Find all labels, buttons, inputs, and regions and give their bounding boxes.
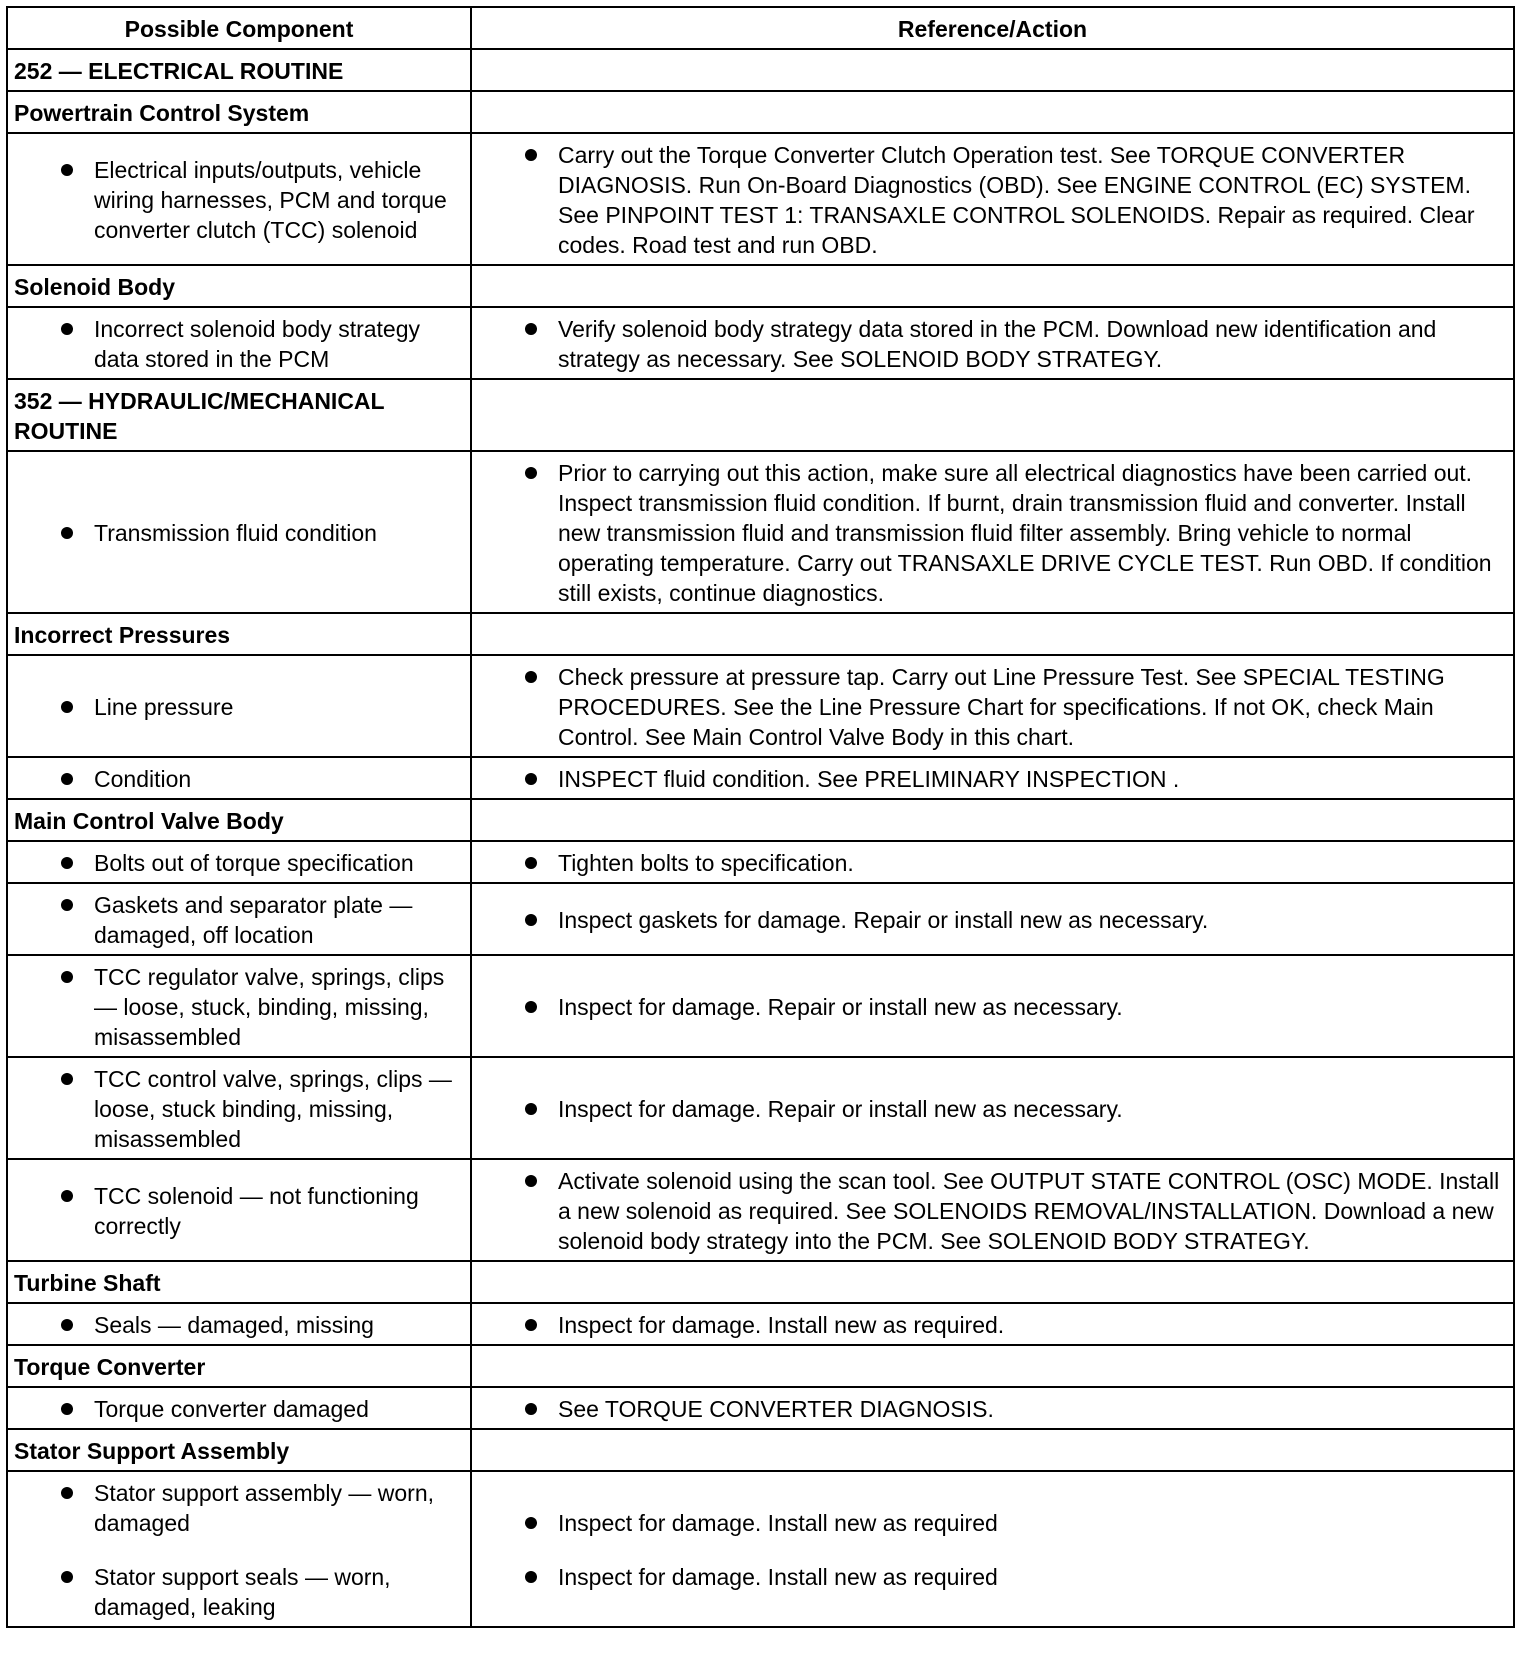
action-item-text: Check pressure at pressure tap. Carry out Line Pressure Test. See SPECIAL TESTING PROCEDURES. See the Line Pressure Chart for specifications. If not OK, check Main Control. See Main Control Valve Body in this chart. — [558, 664, 1445, 750]
table-row — [7, 1303, 1514, 1345]
action-item-text: Tighten bolts to specification. — [558, 850, 854, 876]
section-empty-cell — [471, 613, 1514, 655]
action-cell — [471, 1471, 1514, 1627]
table-row — [7, 655, 1514, 757]
component-item — [14, 848, 464, 878]
bullet-icon — [61, 1571, 73, 1583]
component-item — [14, 314, 464, 374]
action-item-text: Inspect for damage. Install new as required — [558, 1564, 998, 1590]
diagnosis-table — [6, 6, 1515, 1628]
component-item-text: Line pressure — [94, 694, 234, 720]
section-label: 352 — HYDRAULIC/MECHANICAL ROUTINE — [7, 379, 471, 451]
table-row — [7, 1471, 1514, 1627]
bullet-icon — [61, 1403, 73, 1415]
component-item-text: Seals — damaged, missing — [94, 1312, 374, 1338]
component-item-text: Gaskets and separator plate — damaged, off location — [94, 892, 413, 948]
table-row — [7, 841, 1514, 883]
bullet-icon — [61, 164, 73, 176]
section-empty-cell — [471, 1429, 1514, 1471]
component-item-text: TCC regulator valve, springs, clips — loose, stuck, binding, missing, misassembled — [94, 964, 445, 1050]
action-cell — [471, 655, 1514, 757]
section-empty-cell — [471, 379, 1514, 451]
bullet-icon — [61, 773, 73, 785]
bullet-icon — [61, 899, 73, 911]
action-item — [478, 848, 1507, 878]
action-cell — [471, 1057, 1514, 1159]
component-cell — [7, 133, 471, 265]
component-cell — [7, 883, 471, 955]
component-cell — [7, 955, 471, 1057]
header-possible-component: Possible Component — [7, 7, 471, 49]
bullet-icon — [61, 1319, 73, 1331]
component-item — [14, 1562, 464, 1622]
table-row — [7, 1387, 1514, 1429]
component-item — [14, 890, 464, 950]
action-item-text: Inspect gaskets for damage. Repair or install new as necessary. — [558, 907, 1209, 933]
action-item-text: Inspect for damage. Install new as required. — [558, 1312, 1005, 1338]
component-cell — [7, 655, 471, 757]
component-item — [14, 1394, 464, 1424]
header-reference-action: Reference/Action — [471, 7, 1514, 49]
header-row — [7, 7, 1514, 49]
bullet-icon — [61, 1190, 73, 1202]
component-cell — [7, 1057, 471, 1159]
component-item-text: Condition — [94, 766, 192, 792]
component-item — [14, 1064, 464, 1154]
bullet-icon — [61, 701, 73, 713]
bullet-icon — [61, 527, 73, 539]
component-item-text: Incorrect solenoid body strategy data stored in the PCM — [94, 316, 421, 372]
component-item — [14, 1310, 464, 1340]
component-cell — [7, 757, 471, 799]
section-label: Turbine Shaft — [7, 1261, 471, 1303]
component-cell — [7, 1159, 471, 1261]
component-cell — [7, 451, 471, 613]
action-cell — [471, 307, 1514, 379]
section-row — [7, 49, 1514, 91]
section-empty-cell — [471, 91, 1514, 133]
action-cell — [471, 451, 1514, 613]
component-item-text: TCC solenoid — not functioning correctly — [94, 1183, 419, 1239]
component-cell — [7, 841, 471, 883]
action-item-text: Prior to carrying out this action, make sure all electrical diagnostics have been carried out. Inspect transmission fluid condition. If burnt, drain transmission fluid and converter. Install new transmission fluid and transmission fluid filter assembly. Bring vehicle to normal operating temperature. Carry out TRANSAXLE DRIVE CYCLE TEST. Run OBD. If condition still exists, continue diagnostics. — [558, 460, 1492, 606]
component-item-text: Torque converter damaged — [94, 1396, 369, 1422]
action-cell — [471, 1303, 1514, 1345]
action-item — [478, 1562, 1507, 1592]
section-empty-cell — [471, 49, 1514, 91]
bullet-icon — [525, 1517, 537, 1529]
component-item-text: TCC control valve, springs, clips — loose, stuck binding, missing, misassembled — [94, 1066, 452, 1152]
action-cell — [471, 133, 1514, 265]
table-row — [7, 451, 1514, 613]
bullet-icon — [525, 1001, 537, 1013]
action-item — [478, 764, 1507, 794]
component-cell — [7, 1471, 471, 1627]
bullet-icon — [525, 914, 537, 926]
action-item — [478, 1094, 1507, 1124]
action-item-text: Verify solenoid body strategy data stored in the PCM. Download new identification and strategy as necessary. See SOLENOID BODY STRATEGY. — [558, 316, 1437, 372]
section-row — [7, 1261, 1514, 1303]
action-item — [478, 314, 1507, 374]
action-item — [478, 1394, 1507, 1424]
bullet-icon — [525, 467, 537, 479]
component-cell — [7, 1387, 471, 1429]
section-row — [7, 91, 1514, 133]
table-row — [7, 955, 1514, 1057]
section-label: Stator Support Assembly — [7, 1429, 471, 1471]
bullet-icon — [61, 857, 73, 869]
component-item-text: Transmission fluid condition — [94, 520, 377, 546]
bullet-icon — [525, 773, 537, 785]
bullet-icon — [61, 971, 73, 983]
section-empty-cell — [471, 1345, 1514, 1387]
action-item-text: See TORQUE CONVERTER DIAGNOSIS. — [558, 1396, 994, 1422]
section-empty-cell — [471, 265, 1514, 307]
bullet-icon — [525, 323, 537, 335]
table-body — [7, 49, 1514, 1627]
bullet-icon — [525, 149, 537, 161]
action-item — [478, 458, 1507, 608]
bullet-icon — [525, 1403, 537, 1415]
action-item — [478, 1166, 1507, 1256]
section-empty-cell — [471, 799, 1514, 841]
action-cell — [471, 1387, 1514, 1429]
action-item — [478, 905, 1507, 935]
section-label: 252 — ELECTRICAL ROUTINE — [7, 49, 471, 91]
bullet-icon — [525, 1103, 537, 1115]
bullet-icon — [525, 1571, 537, 1583]
section-row — [7, 613, 1514, 655]
section-row — [7, 799, 1514, 841]
action-item-text: Inspect for damage. Repair or install new as necessary. — [558, 1096, 1123, 1122]
action-item — [478, 1310, 1507, 1340]
component-item — [14, 962, 464, 1052]
action-item-text: Activate solenoid using the scan tool. See OUTPUT STATE CONTROL (OSC) MODE. Install a new solenoid as required. See SOLENOIDS REMOVAL/INSTALLATION. Download a new solenoid body strategy into the PCM. See SOLENOID BODY STRATEGY. — [558, 1168, 1500, 1254]
section-label: Solenoid Body — [7, 265, 471, 307]
component-item — [14, 764, 464, 794]
section-label: Main Control Valve Body — [7, 799, 471, 841]
section-empty-cell — [471, 1261, 1514, 1303]
action-item — [478, 140, 1507, 260]
component-item — [14, 692, 464, 722]
action-item — [478, 662, 1507, 752]
section-label: Incorrect Pressures — [7, 613, 471, 655]
section-label: Torque Converter — [7, 1345, 471, 1387]
action-cell — [471, 757, 1514, 799]
table-row — [7, 307, 1514, 379]
component-item — [14, 1478, 464, 1538]
table-row — [7, 1159, 1514, 1261]
section-row — [7, 379, 1514, 451]
bullet-icon — [61, 323, 73, 335]
table-row — [7, 133, 1514, 265]
table-row — [7, 1057, 1514, 1159]
action-cell — [471, 1159, 1514, 1261]
action-item — [478, 992, 1507, 1022]
table-row — [7, 757, 1514, 799]
bullet-icon — [61, 1487, 73, 1499]
bullet-icon — [525, 857, 537, 869]
component-cell — [7, 1303, 471, 1345]
action-item — [478, 1508, 1507, 1538]
component-item-text: Stator support assembly — worn, damaged — [94, 1480, 435, 1536]
section-label: Powertrain Control System — [7, 91, 471, 133]
action-item-text: INSPECT fluid condition. See PRELIMINARY INSPECTION . — [558, 766, 1180, 792]
bullet-icon — [525, 671, 537, 683]
action-item-text: Inspect for damage. Install new as required — [558, 1510, 998, 1536]
action-cell — [471, 883, 1514, 955]
component-item-text: Bolts out of torque specification — [94, 850, 414, 876]
section-row — [7, 265, 1514, 307]
action-item-text: Carry out the Torque Converter Clutch Operation test. See TORQUE CONVERTER DIAGNOSIS. Run On-Board Diagnostics (OBD). See ENGINE CONTROL (EC) SYSTEM. See PINPOINT TEST 1: TRANSAXLE CONTROL SOLENOIDS. Repair as required. Clear codes. Road test and run OBD. — [558, 142, 1475, 258]
component-item — [14, 1181, 464, 1241]
action-cell — [471, 841, 1514, 883]
bullet-icon — [525, 1175, 537, 1187]
component-item-text: Stator support seals — worn, damaged, leaking — [94, 1564, 391, 1620]
component-item — [14, 155, 464, 245]
component-item-text: Electrical inputs/outputs, vehicle wiring harnesses, PCM and torque converter clutch (TCC) solenoid — [94, 157, 447, 243]
component-cell — [7, 307, 471, 379]
component-item — [14, 518, 464, 548]
action-item-text: Inspect for damage. Repair or install new as necessary. — [558, 994, 1123, 1020]
section-row — [7, 1345, 1514, 1387]
action-cell — [471, 955, 1514, 1057]
section-row — [7, 1429, 1514, 1471]
table-row — [7, 883, 1514, 955]
bullet-icon — [525, 1319, 537, 1331]
bullet-icon — [61, 1073, 73, 1085]
